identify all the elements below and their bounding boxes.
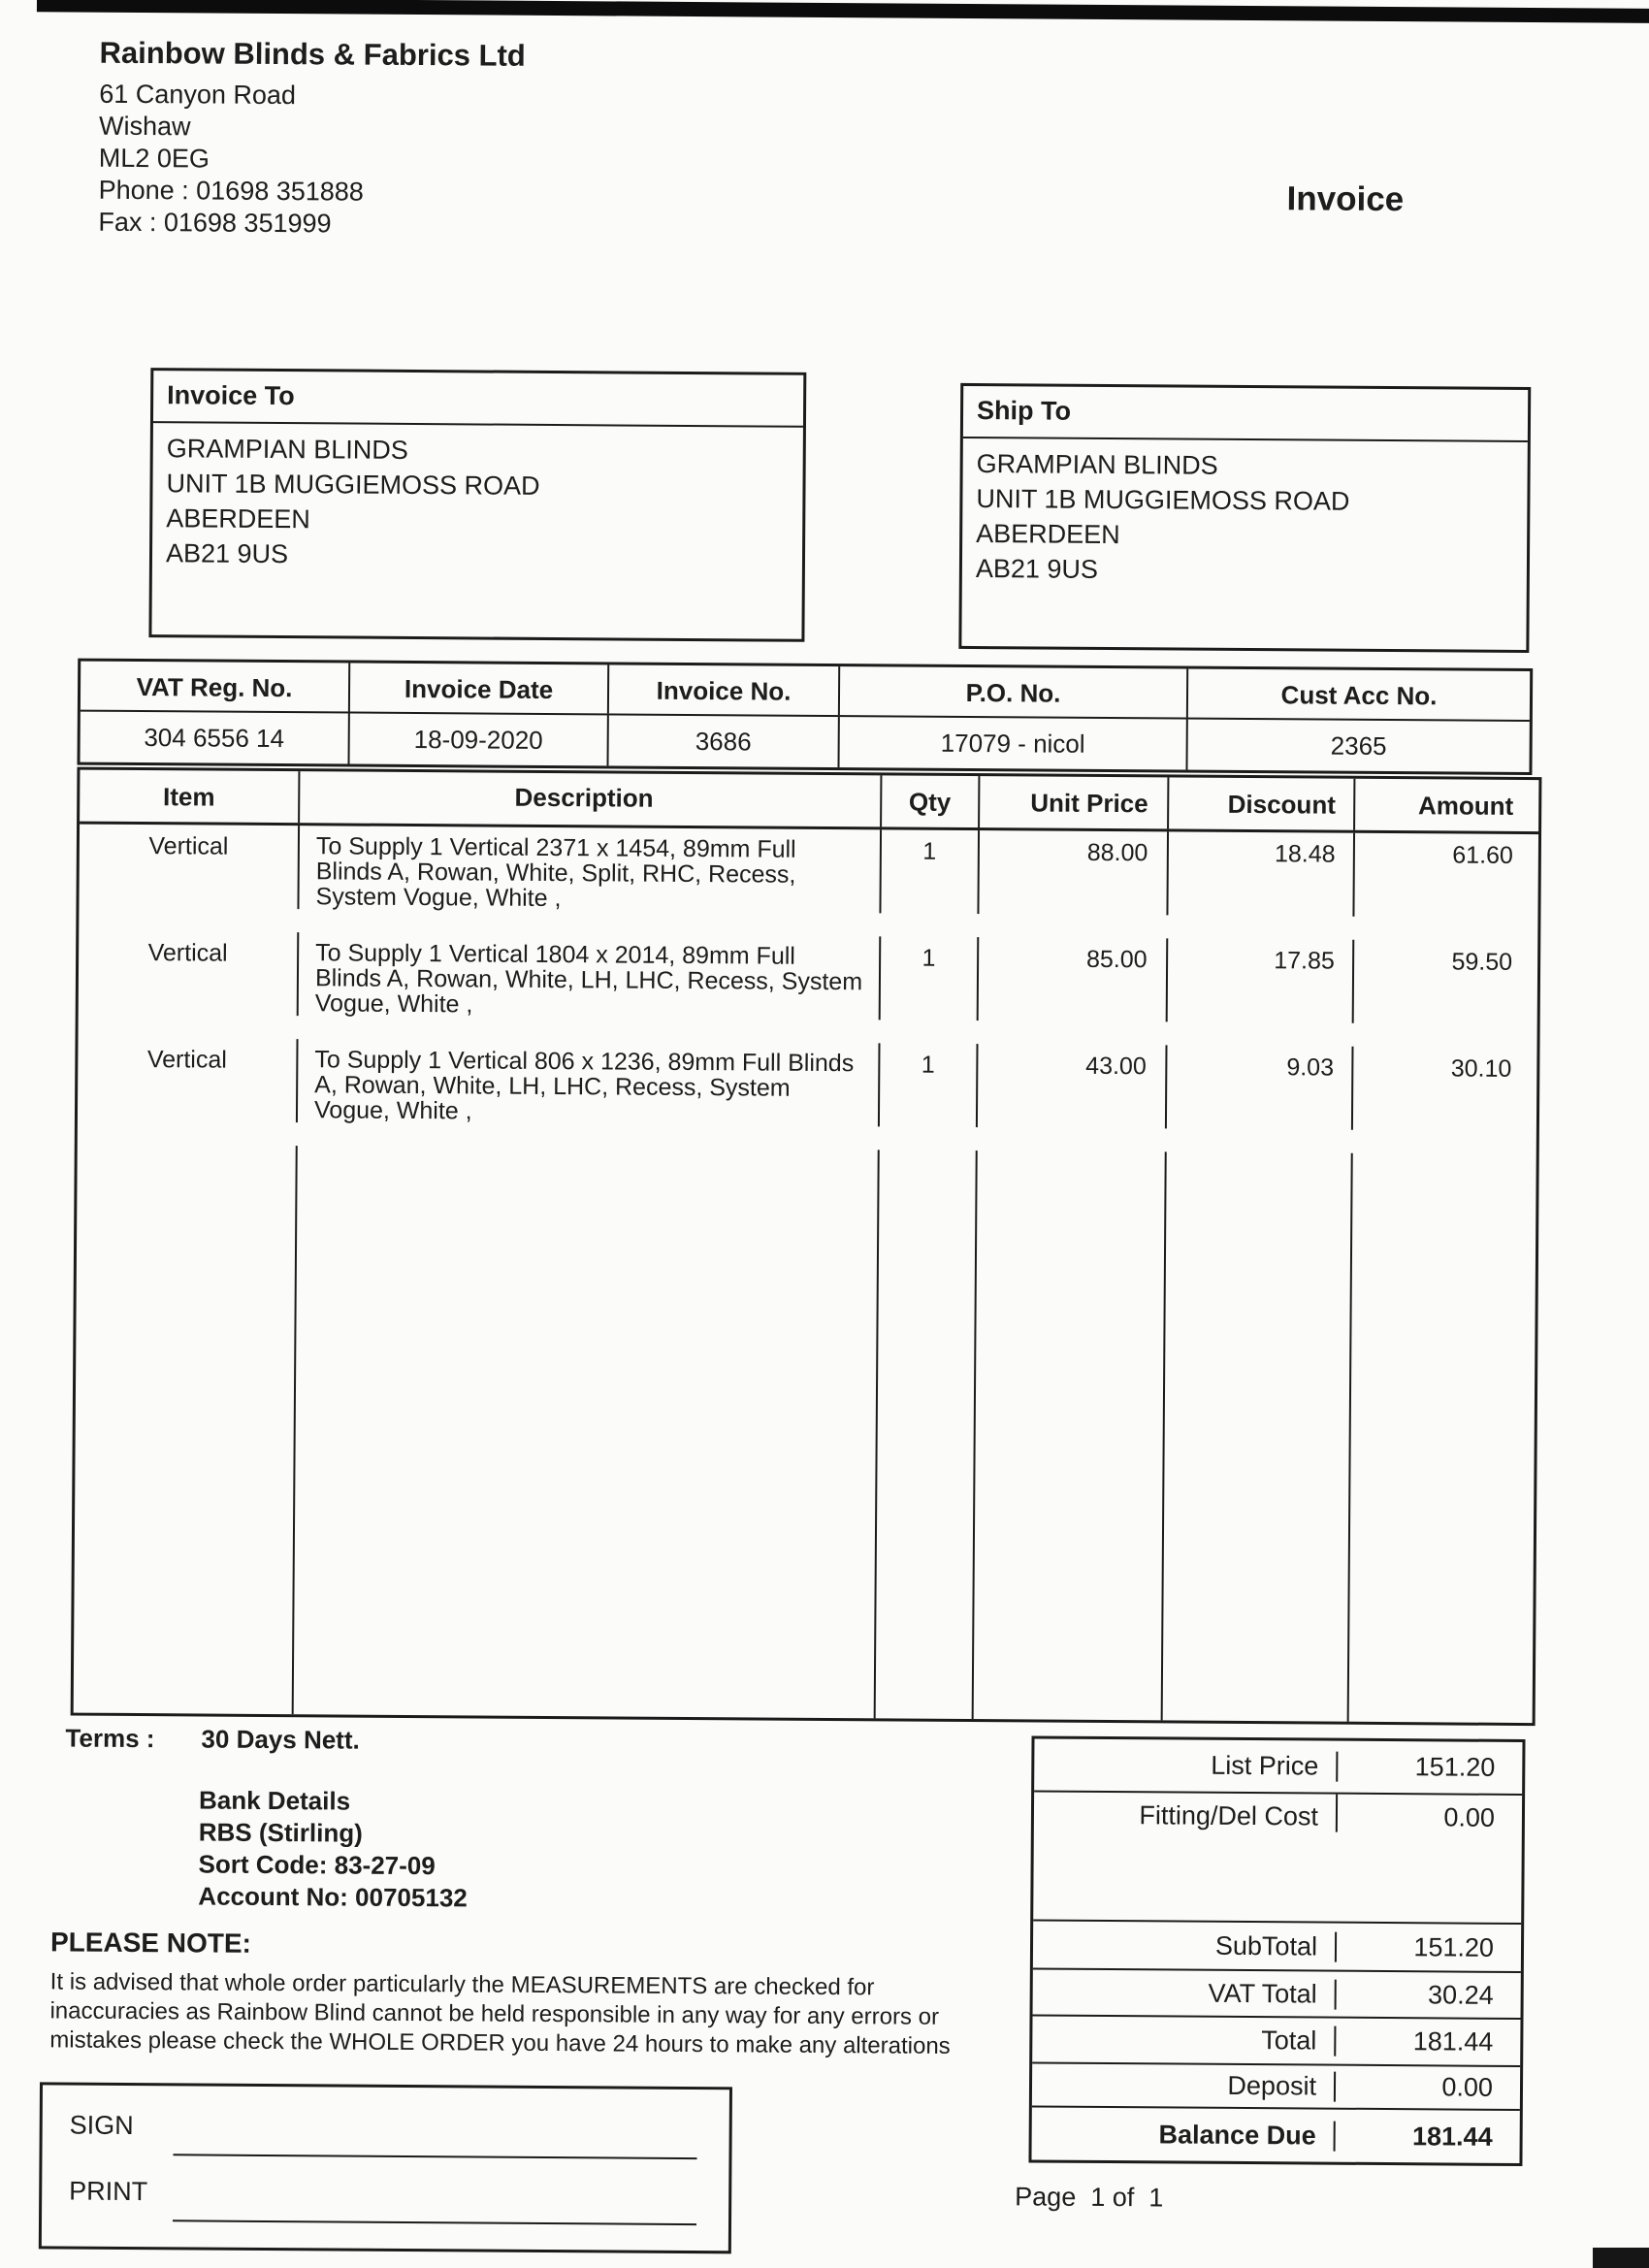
total-row-fitting-del-cost (1033, 1790, 1522, 1923)
ship-to-line: AB21 9US (975, 554, 1099, 584)
info-value-invoice-date: 18-09-2020 (350, 714, 609, 766)
invoice-to-line: ABERDEEN (166, 503, 310, 535)
item-type: Vertical (79, 931, 300, 1017)
invoice-to-address (152, 423, 803, 575)
ship-to-box (958, 383, 1531, 653)
invoice-to-line: UNIT 1B MUGGIEMOSS ROAD (166, 469, 540, 501)
please-note-heading: PLEASE NOTE: (49, 1927, 252, 1959)
items-header-description: Description (300, 771, 882, 826)
item-unit-price: 88.00 (980, 830, 1170, 915)
total-row-list-price (1034, 1738, 1522, 1794)
info-header-invoice-no: Invoice No. (609, 664, 840, 715)
invoice-to-heading: Invoice To (153, 371, 803, 428)
total-value: 151.20 (1414, 1752, 1496, 1782)
total-label: VAT Total (1033, 1977, 1337, 2009)
total-row-deposit (1032, 2061, 1520, 2109)
ship-to-heading: Ship To (963, 386, 1528, 442)
info-header-po-no: P.O. No. (840, 666, 1188, 718)
ship-to-line: ABERDEEN (976, 519, 1120, 550)
item-discount: 9.03 (1167, 1045, 1353, 1129)
terms-label: Terms : (65, 1723, 155, 1754)
total-value: 181.44 (1411, 2121, 1493, 2152)
ship-to-line: UNIT 1B MUGGIEMOSS ROAD (976, 484, 1350, 516)
sign-line (173, 2154, 696, 2159)
bank-details-block (198, 1784, 468, 1914)
info-value-vat-reg: 304 6556 14 (81, 712, 350, 764)
item-description: To Supply 1 Vertical 2371 x 1454, 89mm Full Blinds A, Rowan, White, Split, RHC, Recess, System Vogue, White , (299, 826, 881, 913)
bank-name: RBS (Stirling) (198, 1817, 363, 1848)
total-value: 0.00 (1441, 2072, 1494, 2102)
item-discount: 18.48 (1169, 831, 1355, 916)
bank-sort-code: Sort Code: 83-27-09 (198, 1849, 436, 1881)
invoice-info-table (77, 659, 1533, 775)
items-header-row (80, 770, 1538, 834)
item-unit-price: 43.00 (978, 1044, 1168, 1128)
item-type: Vertical (79, 825, 300, 910)
info-value-cust-acc-no: 2365 (1330, 730, 1387, 761)
company-address-line: Wishaw (98, 111, 191, 142)
total-label: Deposit (1032, 2069, 1336, 2101)
items-header-amount: Amount (1417, 791, 1514, 821)
company-fax: Fax : 01698 351999 (98, 207, 332, 239)
print-label: PRINT (69, 2176, 148, 2207)
print-line (173, 2219, 696, 2225)
info-header-vat-reg: VAT Reg. No. (81, 662, 350, 712)
ship-to-address (962, 438, 1528, 590)
item-row (78, 1038, 1537, 1154)
item-row (79, 931, 1538, 1048)
totals-table (1028, 1735, 1525, 2166)
item-description: To Supply 1 Vertical 1804 x 2014, 89mm Full Blinds A, Rowan, White, LH, LHC, Recess, System Vogue, White , (299, 932, 881, 1020)
total-row-total (1032, 2014, 1520, 2065)
company-address-block (98, 79, 364, 241)
item-description: To Supply 1 Vertical 806 x 1236, 89mm Full Blinds A, Rowan, White, LH, LHC, Recess, System Vogue, White , (298, 1039, 880, 1126)
total-row-balance-due (1031, 2105, 1519, 2163)
total-label: SubTotal (1033, 1929, 1337, 1961)
total-label: Balance Due (1032, 2119, 1336, 2151)
please-note-line: inaccuracies as Rainbow Blind cannot be held responsible in any way for any errors or (49, 1997, 940, 2030)
items-header-item: Item (80, 770, 300, 824)
total-label: List Price (1034, 1749, 1338, 1781)
item-unit-price: 85.00 (979, 937, 1169, 1021)
item-qty: 1 (880, 1043, 979, 1127)
page-number: Page 1 of 1 (1015, 2182, 1164, 2213)
scan-mark-bottom-right (1593, 2248, 1649, 2268)
invoice-to-line: AB21 9US (165, 538, 289, 569)
invoice-to-box (148, 368, 806, 642)
document-title: Invoice (1286, 179, 1405, 219)
total-row-subtotal (1033, 1919, 1521, 1971)
please-note-line: mistakes please check the WHOLE ORDER you have 24 hours to make any alterations (49, 2026, 951, 2059)
please-note-line: It is advised that whole order particularly the MEASUREMENTS are checked for (49, 1968, 875, 2001)
terms-value: 30 Days Nett. (201, 1724, 360, 1755)
item-amount: 59.50 (1451, 948, 1513, 976)
item-qty: 1 (881, 829, 980, 914)
info-value-po-no: 17079 - nicol (839, 717, 1187, 770)
bank-details-heading: Bank Details (198, 1785, 351, 1816)
item-qty: 1 (880, 936, 979, 1021)
scan-edge-artifact-top (37, 0, 1649, 23)
item-row (79, 825, 1538, 941)
invoice-to-line: GRAMPIAN BLINDS (166, 434, 408, 465)
terms-row (65, 1723, 360, 1755)
total-label: Fitting/Del Cost (1034, 1792, 1338, 1831)
item-type: Vertical (78, 1038, 299, 1123)
item-discount: 17.85 (1168, 938, 1354, 1022)
ship-to-line: GRAMPIAN BLINDS (976, 449, 1218, 480)
item-amount: 61.60 (1452, 841, 1513, 869)
signature-box (39, 2082, 732, 2253)
company-address-line: 61 Canyon Road (99, 79, 297, 111)
total-value: 181.44 (1412, 2026, 1494, 2057)
item-amount: 30.10 (1450, 1054, 1512, 1083)
total-value: 0.00 (1443, 1802, 1496, 1832)
info-header-cust-acc-no: Cust Acc No. (1280, 680, 1438, 711)
total-value: 30.24 (1428, 1979, 1494, 2010)
please-note-text (49, 1967, 1050, 2061)
company-name: Rainbow Blinds & Fabrics Ltd (99, 35, 526, 73)
info-table-value-row (81, 712, 1530, 772)
items-header-discount: Discount (1169, 777, 1355, 829)
info-value-invoice-no: 3686 (609, 715, 840, 767)
company-phone: Phone : 01698 351888 (98, 175, 364, 207)
items-header-unit-price: Unit Price (980, 776, 1170, 828)
items-header-qty: Qty (882, 775, 981, 827)
items-table-empty-area (74, 1145, 1536, 1723)
line-items-table (71, 767, 1542, 1727)
total-label: Total (1032, 2024, 1336, 2056)
total-row-vat-total (1033, 1967, 1521, 2018)
bank-account-no: Account No: 00705132 (198, 1881, 468, 1913)
company-address-line: ML2 0EG (98, 143, 210, 174)
info-header-invoice-date: Invoice Date (350, 664, 609, 714)
total-value: 151.20 (1413, 1931, 1495, 1962)
sign-label: SIGN (69, 2110, 134, 2141)
